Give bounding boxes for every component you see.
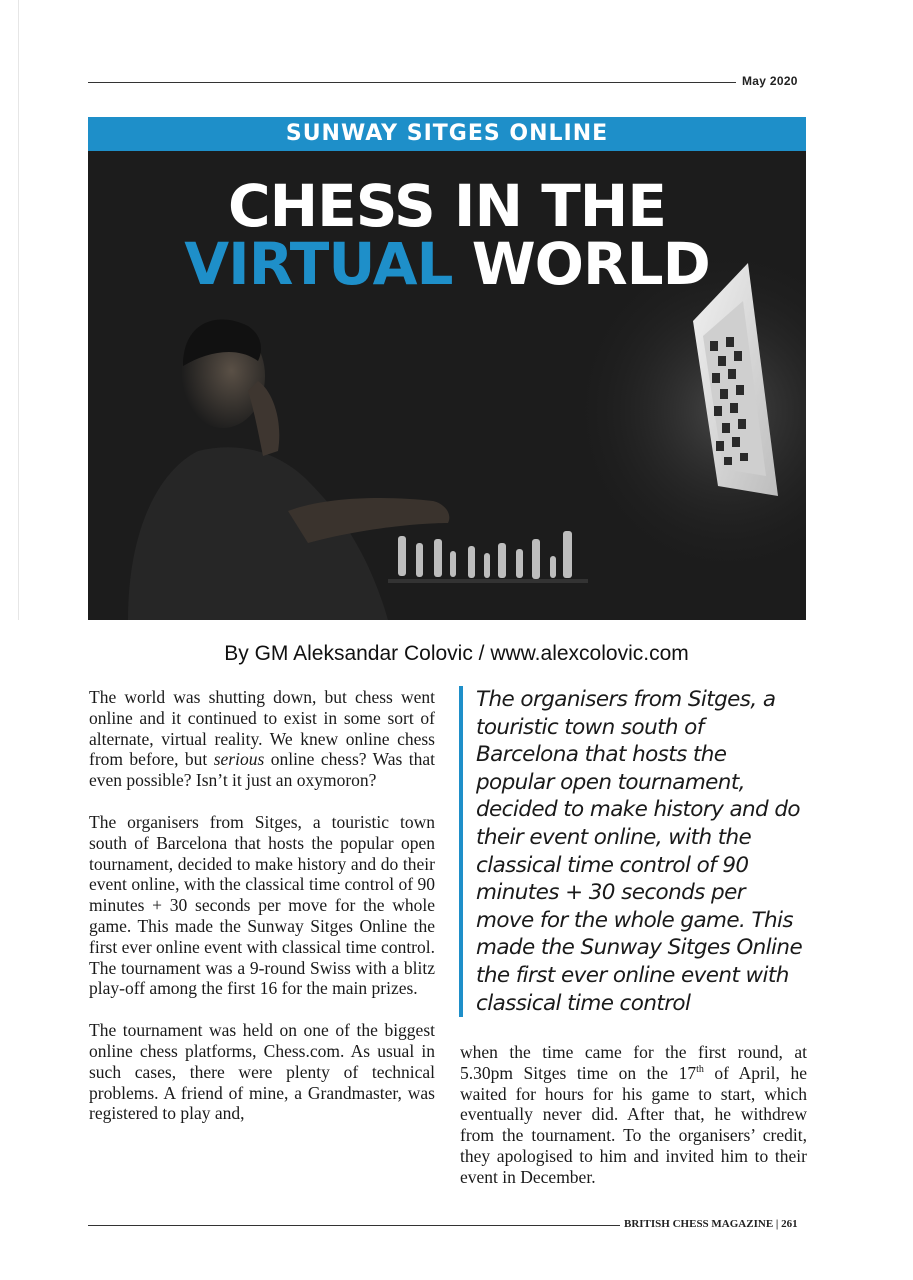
paragraph-3: The tournament was held on one of the biggest online chess platforms, Chess.com. As usual in such cases, there were plenty of technical problems. A friend of mine, a Grandmaster, was registered to play and,	[89, 1020, 435, 1124]
hero-image	[88, 151, 806, 620]
paragraph-4	[460, 1042, 807, 1188]
page-edge-line	[18, 0, 19, 620]
paragraph-4-text-a: when the time came for the first round, at 5.30pm Sitges time on the 17	[460, 1042, 807, 1083]
headline-world: WORLD	[471, 230, 710, 298]
paragraph-4-text-b: of April, he waited for hours for his game to start, which eventually never did. After that, he withdrew from the tournament. To the organisers’ credit, they apologised to him and invited him to their event in December.	[460, 1062, 807, 1187]
paragraph-1	[89, 687, 435, 791]
paragraph-2: The organisers from Sitges, a touristic town south of Barcelona that hosts the popular open tournament, decided to make history and do their event online, with the classical time control of 90 minutes + 30 seconds per move for the whole game. This made the Sunway Sitges Online the first ever online event with classical time control. The tournament was a 9-round Swiss with a blitz play-off among the first 16 for the main prizes.	[89, 811, 436, 999]
ordinal-suffix: th	[696, 1063, 704, 1075]
headline-virtual: VIRTUAL	[184, 230, 453, 298]
issue-date: May 2020	[742, 74, 798, 88]
headline-line-1: CHESS IN THE	[228, 172, 666, 240]
headline-line-2	[88, 230, 806, 298]
paragraph-1-text-b: online chess? Was that even possible? Isn’t it just an oxymoron?	[89, 749, 435, 791]
magazine-footer: BRITISH CHESS MAGAZINE | 261	[624, 1218, 798, 1230]
header-rule	[88, 82, 736, 83]
section-kicker: SUNWAY SITGES ONLINE	[88, 117, 806, 151]
article-column-right	[460, 1042, 807, 1188]
footer-rule	[88, 1225, 620, 1226]
article-column-left	[89, 687, 435, 1124]
author-byline: By GM Aleksandar Colovic / www.alexcolovic.com	[224, 642, 689, 665]
paragraph-1-text-a: The world was shutting down, but chess went online and it continued to exist in some sort of alternate, virtual reality. We knew online chess from before, but	[89, 687, 435, 770]
paragraph-1-emphasis: serious	[213, 749, 265, 770]
pull-quote: The organisers from Sitges, a touristic town south of Barcelona that hosts the popular open tournament, decided to make history and do their event online, with the classical time control of 90 minutes + 30 seconds per move for the whole game. This made the Sunway Sitges Online the first ever online event with classical time control	[459, 686, 807, 1017]
chess-pieces	[388, 531, 588, 583]
